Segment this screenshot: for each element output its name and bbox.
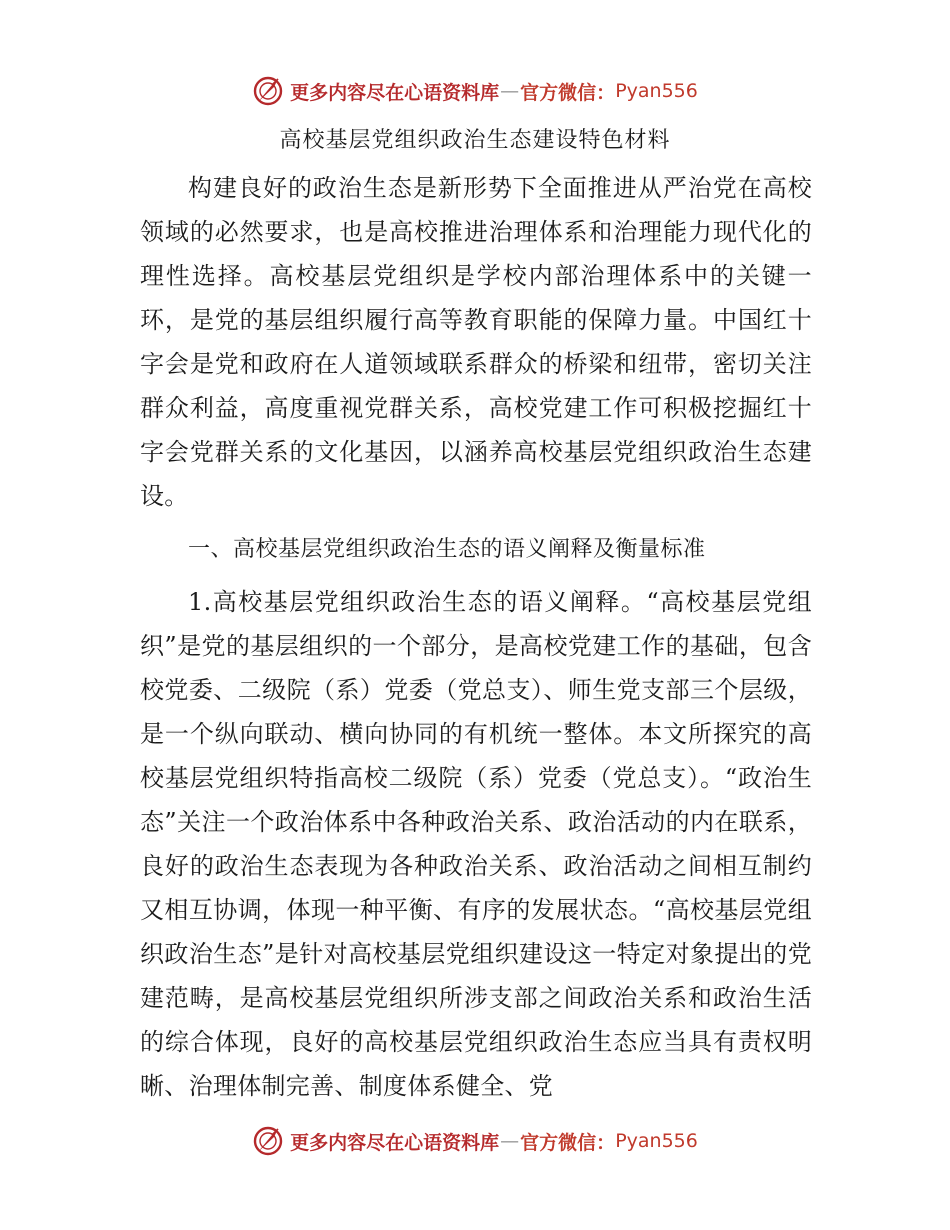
watermark-dash: — (500, 80, 520, 102)
section-paragraph: 1.高校基层党组织政治生态的语义阐释。“高校基层党组织”是党的基层组织的一个部分，是高校党建工作的基础，包含校党委、二级院（系）党委（党总支）、师生党支部三个层级，是一个纵向联动、横向协同的有机统一整体。本文所探究的高校基层党组织特指高校二级院（系）党委（党总支）。“政治生态”关注一个政治体系中各种政治关系、政治活动的内在联系，良好的政治生态表现为各种政治关系、政治活动之间相互制约又相互协调，体现一种平衡、有序的发展状态。“高校基层党组织政治生态”是针对高校基层党组织建设这一特定对象提出的党建范畴，是高校基层党组织所涉支部之间政治关系和政治生活的综合体现，良好的高校基层党组织政治生态应当具有责权明晰、治理体制完善、制度体系健全、党 (140, 588, 812, 1100)
watermark-wechat-id: Pyan556 (615, 80, 698, 102)
quill-seal-icon (252, 75, 284, 107)
watermark-dash: — (500, 1130, 520, 1152)
quill-seal-icon (252, 1125, 284, 1157)
intro-paragraph: 构建良好的政治生态是新形势下全面推进从严治党在高校领域的必然要求，也是高校推进治理体系和治理能力现代化的理性选择。高校基层党组织是学校内部治理体系中的关键一环，是党的基层组织履行高等教育职能的保障力量。中国红十字会是党和政府在人道领域联系群众的桥梁和纽带，密切关注群众利益，高度重视党群关系，高校党建工作可积极挖掘红十字会党群关系的文化基因，以涵养高校基层党组织政治生态建设。 (140, 174, 812, 510)
document-body (140, 166, 812, 1108)
watermark-wechat-label: 官方微信： (520, 81, 616, 104)
watermark-wechat-label: 官方微信： (520, 1131, 616, 1154)
document-title: 高校基层党组织政治生态建设特色材料 (279, 128, 671, 153)
section-heading: 一、高校基层党组织政治生态的语义阐释及衡量标准 (188, 537, 706, 562)
watermark-main-text: 更多内容尽在心语资料库 (290, 1131, 500, 1154)
footer-watermark (0, 1121, 950, 1161)
header-watermark (0, 71, 950, 111)
watermark-main-text: 更多内容尽在心语资料库 (290, 81, 500, 104)
watermark-wechat-id: Pyan556 (615, 1130, 698, 1152)
